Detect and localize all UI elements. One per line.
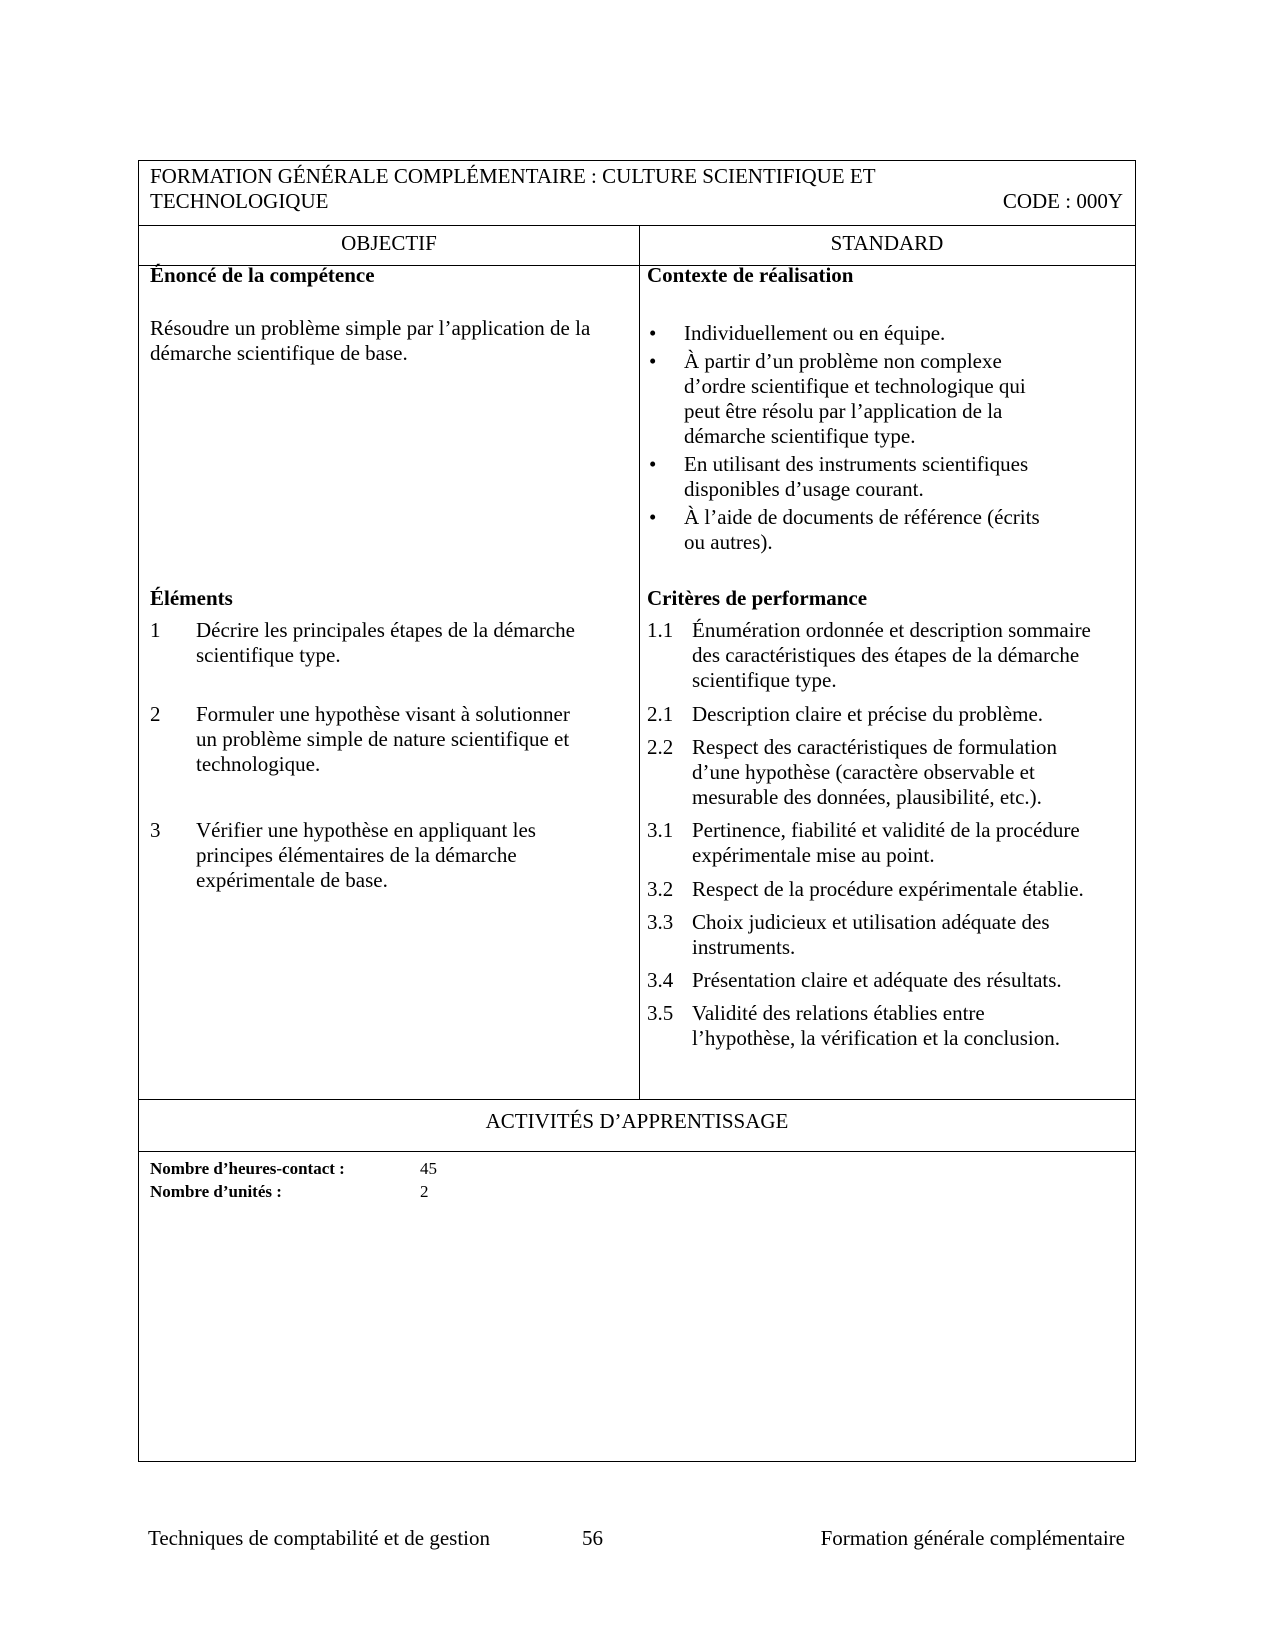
- list-item-line: Individuellement ou en équipe.: [684, 321, 946, 345]
- bullet-icon: •: [649, 321, 657, 345]
- column-header-objectif: OBJECTIF: [341, 231, 437, 255]
- critere-line: Pertinence, fiabilité et validité de la procédure: [692, 818, 1080, 842]
- element-line: Vérifier une hypothèse en appliquant les: [196, 818, 536, 842]
- element-number: 2: [150, 702, 161, 726]
- critere-number: 2.1: [647, 702, 674, 726]
- list-item-line: disponibles d’usage courant.: [684, 477, 924, 501]
- footer-section: Formation générale complémentaire: [820, 1526, 1125, 1550]
- element-line: Formuler une hypothèse visant à solutionner: [196, 702, 570, 726]
- course-title: [150, 164, 950, 214]
- list-item-line: À l’aide de documents de référence (écrits: [684, 505, 1040, 529]
- list-item-line: d’ordre scientifique et technologique qui: [684, 374, 1026, 398]
- element-number: 1: [150, 618, 161, 642]
- unites-value: 2: [420, 1182, 429, 1201]
- critere-line: Choix judicieux et utilisation adéquate des: [692, 910, 1050, 934]
- competency-table: [138, 160, 1136, 1462]
- bullet-icon: •: [649, 452, 657, 476]
- bullet-icon: •: [649, 349, 657, 373]
- list-item-line: En utilisant des instruments scientifiques: [684, 452, 1029, 476]
- elements-heading: Éléments: [150, 586, 233, 610]
- critere-line: Présentation claire et adéquate des résultats.: [692, 968, 1062, 992]
- critere-number: 3.2: [647, 877, 674, 901]
- critere-line: Validité des relations établies entre: [692, 1001, 985, 1025]
- element-line: scientifique type.: [196, 643, 341, 667]
- critere-number: 1.1: [647, 618, 674, 642]
- element-line: principes élémentaires de la démarche: [196, 843, 517, 867]
- critere-number: 3.3: [647, 910, 674, 934]
- element-number: 3: [150, 818, 161, 842]
- footer-program: Techniques de comptabilité et de gestion: [148, 1526, 491, 1550]
- critere-line: Énumération ordonnée et description sommaire: [692, 618, 1091, 642]
- element-line: expérimentale de base.: [196, 868, 388, 892]
- list-item: [647, 452, 1117, 502]
- column-header-row: [139, 225, 1135, 266]
- critere-line: Description claire et précise du problème.: [692, 702, 1044, 726]
- enonce-heading: Énoncé de la compétence: [150, 263, 375, 287]
- critere-line: instruments.: [692, 935, 796, 959]
- critere-line: mesurable des données, plausibilité, etc.).: [692, 785, 1042, 809]
- critere-number: 3.1: [647, 818, 674, 842]
- row-divider: [139, 1099, 1135, 1100]
- list-item: [647, 505, 1117, 555]
- list-item-line: peut être résolu par l’application de la: [684, 399, 1003, 423]
- enonce-line: démarche scientifique de base.: [150, 341, 408, 365]
- critere-line: expérimentale mise au point.: [692, 843, 935, 867]
- critere-line: scientifique type.: [692, 668, 837, 692]
- course-title-line1: FORMATION GÉNÉRALE COMPLÉMENTAIRE : CULTURE SCIENTIFIQUE ET: [150, 164, 876, 188]
- list-item-line: démarche scientifique type.: [684, 424, 916, 448]
- heures-label: Nombre d’heures-contact :: [150, 1159, 345, 1178]
- critere-line: des caractéristiques des étapes de la démarche: [692, 643, 1080, 667]
- column-divider: [639, 225, 640, 1099]
- list-item: [647, 349, 1117, 449]
- course-code: CODE : 000Y: [1002, 189, 1123, 213]
- critere-line: d’une hypothèse (caractère observable et: [692, 760, 1035, 784]
- critere-line: Respect de la procédure expérimentale établie.: [692, 877, 1084, 901]
- bullet-icon: •: [649, 505, 657, 529]
- element-line: Décrire les principales étapes de la démarche: [196, 618, 575, 642]
- enonce-line: Résoudre un problème simple par l’application de la: [150, 316, 591, 340]
- element-line: un problème simple de nature scientifique et: [196, 727, 570, 751]
- element-line: technologique.: [196, 752, 321, 776]
- course-title-line2: TECHNOLOGIQUE: [150, 189, 329, 213]
- critere-number: 3.4: [647, 968, 674, 992]
- contexte-heading: Contexte de réalisation: [647, 263, 854, 287]
- critere-number: 2.2: [647, 735, 674, 759]
- list-item: [647, 321, 1117, 346]
- heures-value: 45: [420, 1159, 437, 1178]
- enonce-text: [150, 316, 590, 366]
- unites-label: Nombre d’unités :: [150, 1182, 282, 1201]
- critere-number: 3.5: [647, 1001, 674, 1025]
- critere-line: l’hypothèse, la vérification et la conclusion.: [692, 1026, 1060, 1050]
- list-item-line: À partir d’un problème non complexe: [684, 349, 1002, 373]
- activites-heading: ACTIVITÉS D’APPRENTISSAGE: [485, 1109, 789, 1133]
- row-divider: [139, 1151, 1135, 1152]
- critere-line: Respect des caractéristiques de formulation: [692, 735, 1058, 759]
- criteres-heading: Critères de performance: [647, 586, 868, 610]
- page-number: 56: [582, 1526, 603, 1550]
- title-row: [139, 161, 1135, 226]
- contexte-list: [647, 321, 1117, 558]
- column-header-standard: STANDARD: [830, 231, 944, 255]
- list-item-line: ou autres).: [684, 530, 773, 554]
